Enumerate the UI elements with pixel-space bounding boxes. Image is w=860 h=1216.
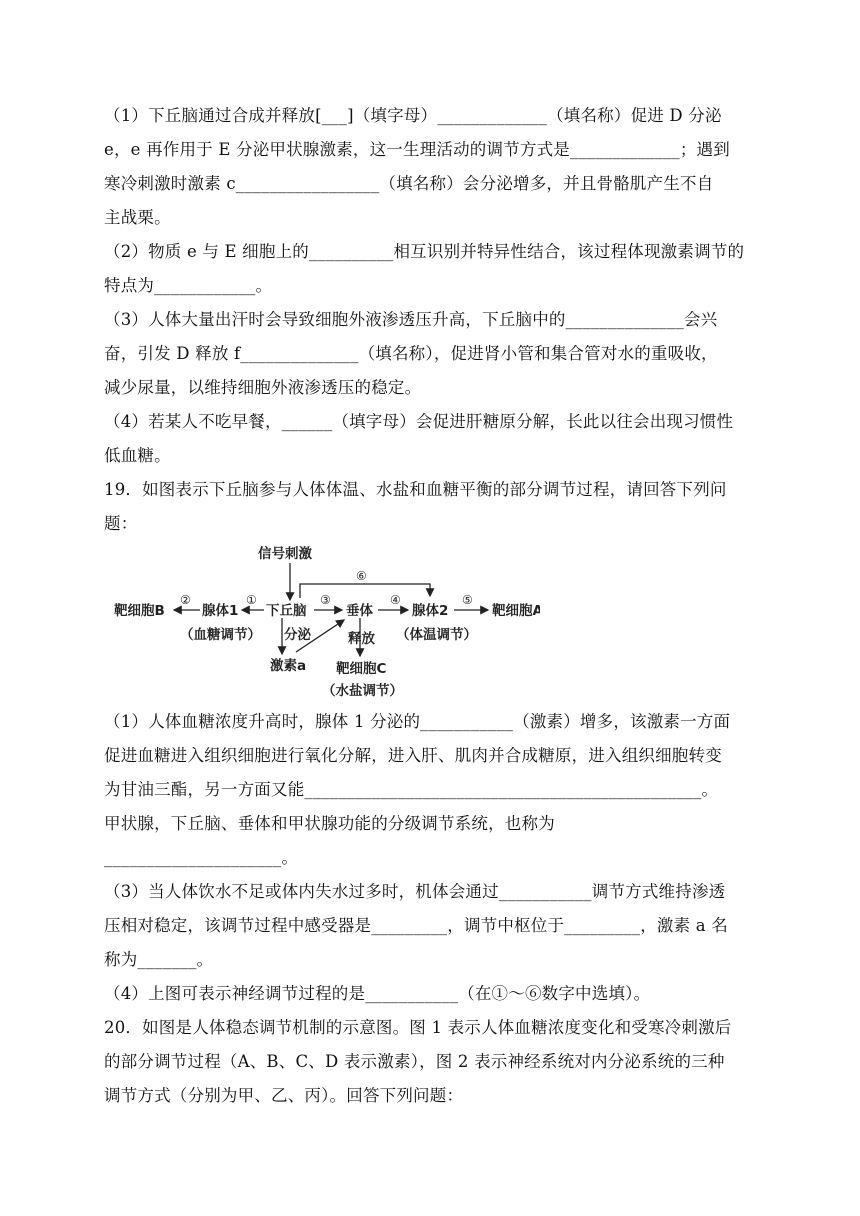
- step-1-number: ①: [246, 593, 257, 607]
- target-cell-c-label: 靶细胞C: [336, 661, 387, 677]
- text-line: 特点为____________。: [104, 276, 273, 295]
- water-salt-regulation-label: （水盐调节）: [322, 683, 403, 699]
- step-2-number: ②: [180, 593, 191, 607]
- question-heading: 19．如图表示下丘脑参与人体体温、水盐和血糖平衡的部分调节过程，请回答下列问: [104, 480, 727, 499]
- regulation-diagram: [100, 538, 540, 710]
- text-line: 的部分调节过程（A、B、C、D 表示激素），图 2 表示神经系统对内分泌系统的三种: [104, 1052, 725, 1071]
- text-line: 为甘油三酯，另一方面又能_______________________________________________。: [104, 780, 719, 799]
- step-4-number: ④: [390, 593, 401, 607]
- text-line: e，e 再作用于 E 分泌甲状腺激素，这一生理活动的调节方式是_____________；遇到: [104, 140, 730, 159]
- text-line: 寒冷刺激时激素 c_________________（填名称）会分泌增多，并且骨骼肌产生不自: [104, 174, 714, 193]
- blood-sugar-regulation-label: （血糖调节）: [180, 627, 261, 643]
- text-line: _____________________。: [104, 848, 299, 867]
- text-line: 调节方式（分别为甲、乙、丙）。回答下列问题：: [104, 1086, 464, 1105]
- target-cell-a-label: 靶细胞A: [492, 603, 540, 619]
- gland-1-label: 腺体1: [202, 603, 239, 619]
- text-line: 主战栗。: [104, 208, 171, 227]
- text-line: 减少尿量，以维持细胞外液渗透压的稳定。: [104, 378, 422, 397]
- text-line: （4）若某人不吃早餐，______（填字母）会促进肝糖原分解，长此以往会出现习惯性: [104, 412, 734, 431]
- hormone-a-label: 激素a: [270, 658, 307, 674]
- body-temp-regulation-label: （体温调节）: [396, 627, 477, 643]
- text-line: 题：: [104, 514, 138, 533]
- release-label: 释放: [348, 631, 375, 647]
- text-line: （3）当人体饮水不足或体内失水过多时，机体会通过___________调节方式维持渗透: [104, 882, 726, 901]
- step-6-number: ⑥: [356, 569, 367, 583]
- gland-2-label: 腺体2: [412, 603, 449, 619]
- text-line: （2）物质 e 与 E 细胞上的__________相互识别并特异性结合，该过程体现激素调节的: [104, 242, 745, 261]
- question-heading: 20．如图是人体稳态调节机制的示意图。图 1 表示人体血糖浓度变化和受寒冷刺激后: [104, 1018, 732, 1037]
- text-line: （1）人体血糖浓度升高时，腺体 1 分泌的___________（激素）增多，该激素一方面: [104, 712, 731, 731]
- text-line: 促进血糖进入组织细胞进行氧化分解，进入肝、肌肉并合成糖原，进入组织细胞转变: [104, 746, 722, 765]
- text-line: 称为_______。: [104, 950, 214, 969]
- text-line: 压相对稳定，该调节过程中感受器是_________，调节中枢位于_________，激素 a 名: [104, 916, 728, 935]
- hypothalamus-label: 下丘脑: [266, 603, 307, 619]
- text-line: 甲状腺，下丘脑、垂体和甲状腺功能的分级调节系统，也称为: [104, 814, 555, 833]
- step-3-number: ③: [320, 593, 331, 607]
- pituitary-label: 垂体: [346, 603, 373, 619]
- text-line: （1）下丘脑通过合成并释放[___]（填字母）_____________（填名称）促进 D 分泌: [104, 106, 722, 125]
- text-line: （3）人体大量出汗时会导致细胞外液渗透压升高，下丘脑中的______________会兴: [104, 310, 718, 329]
- step-5-number: ⑤: [462, 593, 473, 607]
- text-line: 低血糖。: [104, 446, 171, 465]
- text-line: （4）上图可表示神经调节过程的是___________（在①～⑥数字中选填）。: [104, 984, 651, 1003]
- secrete-label: 分泌: [284, 627, 311, 643]
- diagram-svg: [100, 538, 540, 710]
- target-cell-b-label: 靶细胞B: [114, 603, 165, 619]
- signal-stimulus-label: 信号刺激: [258, 546, 312, 562]
- text-line: 奋，引发 D 释放 f______________（填名称），促进肾小管和集合管对水的重吸收，: [104, 344, 718, 363]
